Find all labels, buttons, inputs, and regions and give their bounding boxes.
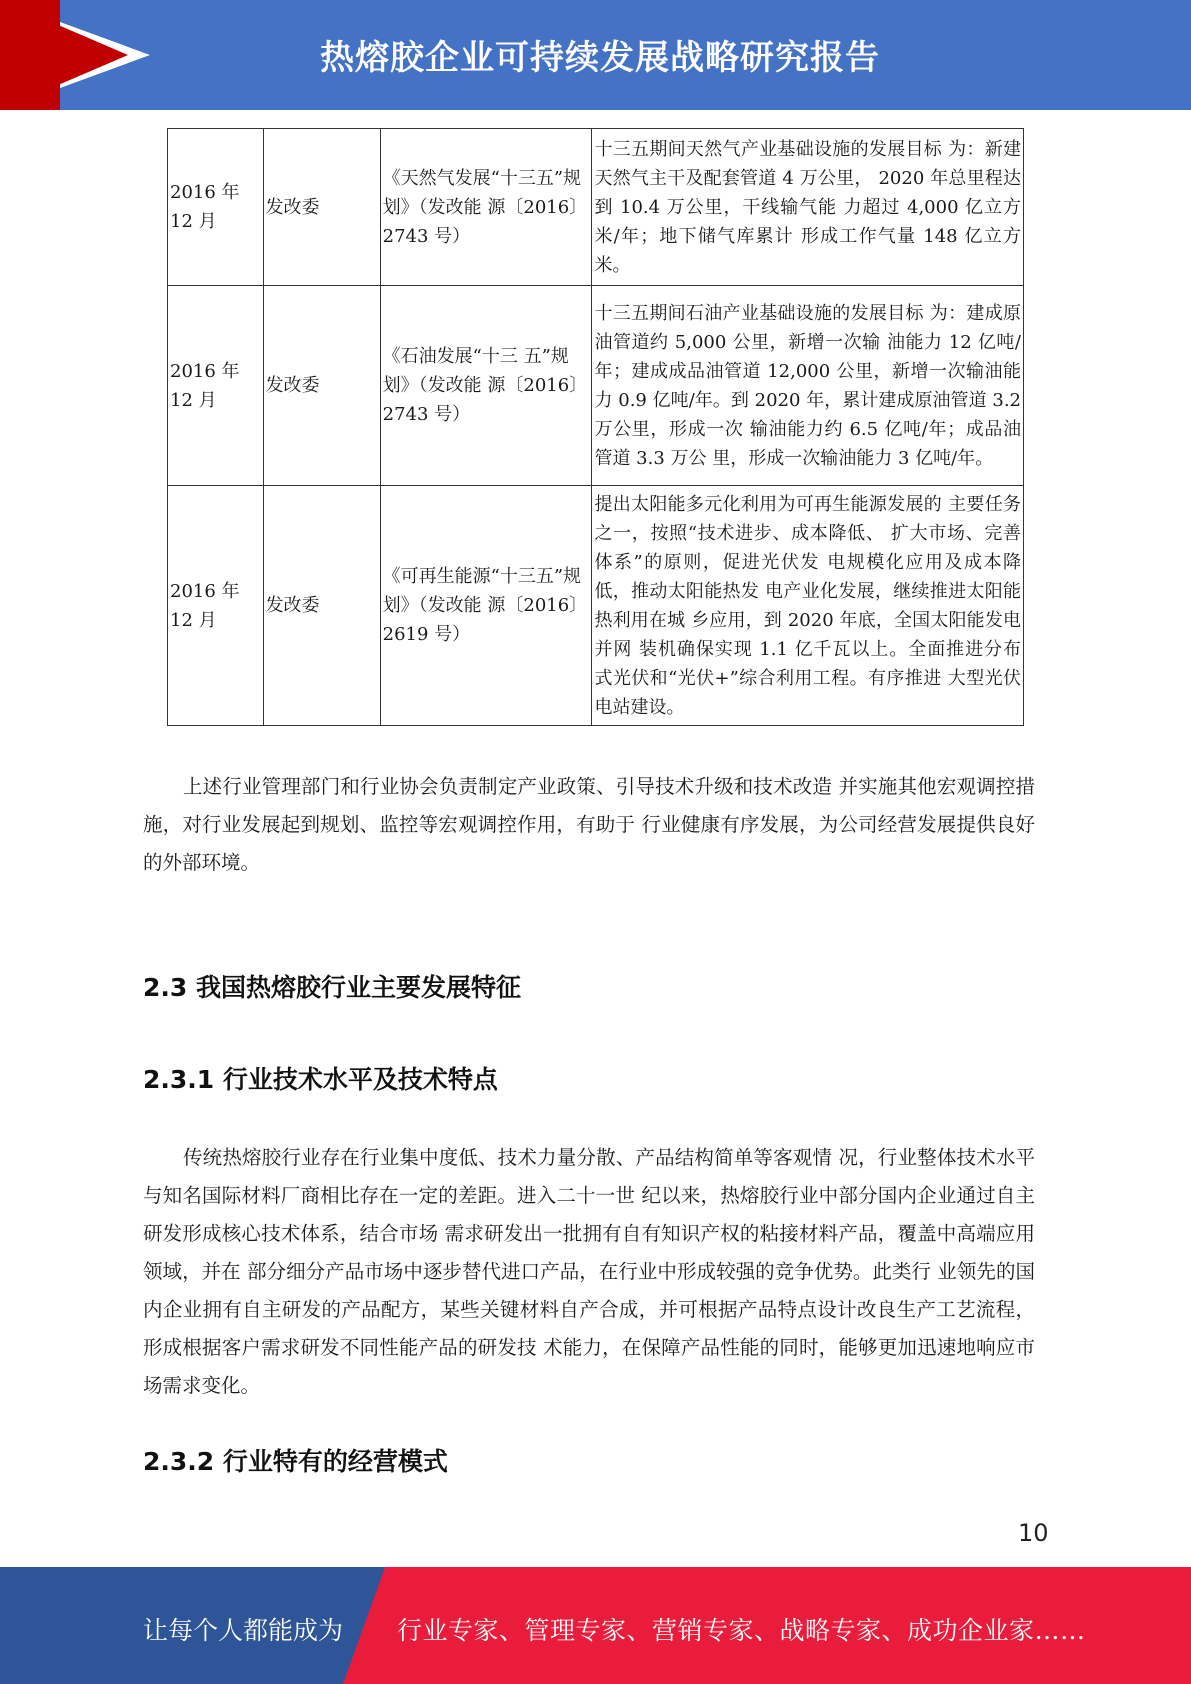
page-header xyxy=(0,0,1191,110)
table-cell-date: 2016 年 12 月 xyxy=(168,129,264,286)
section-heading-2-3-2: 2.3.2 行业特有的经营模式 xyxy=(143,1447,448,1476)
section-heading-2-3: 2.3 我国热熔胶行业主要发展特征 xyxy=(143,973,521,1002)
page-number: 10 xyxy=(1018,1519,1049,1547)
paragraph-regulation: 上述行业管理部门和行业协会负责制定产业政策、引导技术升级和技术改造 并实施其他宏观调控措施，对行业发展起到规划、监控等宏观调控作用，有助于 行业健康有序发展，为公司经营发展提供良好的外部环境。 xyxy=(143,775,1035,874)
table-cell-dept: 发改委 xyxy=(263,129,380,286)
section-heading-2-3-1: 2.3.1 行业技术水平及技术特点 xyxy=(143,1065,498,1094)
header-red-block xyxy=(0,0,60,110)
table-cell-content: 十三五期间石油产业基础设施的发展目标 为：建成原油管道约 5,000 公里，新增一次输 油能力 12 亿吨/年；建成成品油管道 12,000 公里，新增一次输油能力 0.9 亿吨/年。到 2020 年，累计建成原油管道 3.2 万公里，形成一次 输油能力约 6.5 亿吨/年；成品油管道 3.3 万公 里，形成一次输油能力 3 亿吨/年。 xyxy=(592,286,1024,486)
page-footer xyxy=(0,1567,1191,1684)
footer-slogan-left: 让每个人都能成为 xyxy=(143,1616,344,1645)
table-cell-date: 2016 年 12 月 xyxy=(168,486,264,726)
policy-table xyxy=(167,128,1024,726)
table-cell-date: 2016 年 12 月 xyxy=(168,286,264,486)
table-cell-dept: 发改委 xyxy=(263,286,380,486)
table-cell-dept: 发改委 xyxy=(263,486,380,726)
table-row xyxy=(168,129,1024,286)
paragraph-technology: 传统热熔胶行业存在行业集中度低、技术力量分散、产品结构简单等客观情 况，行业整体技术水平与知名国际材料厂商相比存在一定的差距。进入二十一世 纪以来，热熔胶行业中部分国内企业通过自主研发形成核心技术体系，结合市场 需求研发出一批拥有自有知识产权的粘接材料产品，覆盖中高端应用领域，并在 部分细分产品市场中逐步替代进口产品，在行业中形成较强的竞争优势。此类行 业领先的国内企业拥有自主研发的产品配方，某些关键材料自产合成，并可根据产品特点设计改良生产工艺流程，形成根据客户需求研发不同性能产品的研发技 术能力，在保障产品性能的同时，能够更加迅速地响应市场需求变化。 xyxy=(143,1146,1035,1397)
table-row xyxy=(168,286,1024,486)
table-row xyxy=(168,486,1024,726)
table-cell-doc: 《天然气发展“十三五”规划》（发改能 源〔2016〕 2743 号） xyxy=(380,129,592,286)
header-title: 热熔胶企业可持续发展战略研究报告 xyxy=(320,38,880,78)
table-cell-content: 十三五期间天然气产业基础设施的发展目标 为：新建天然气主干及配套管道 4 万公里， 2020 年总里程达到 10.4 万公里，干线输气能 力超过 4,000 亿立方米/年；地下储气库累计 形成工作气量 148 亿立方米。 xyxy=(592,129,1024,286)
table-cell-doc: 《石油发展“十三 五”规划》（发改能 源〔2016〕 2743 号） xyxy=(380,286,592,486)
table-cell-doc: 《可再生能源“十三五”规划》（发改能 源〔2016〕 2619 号） xyxy=(380,486,592,726)
footer-slogan-right: 行业专家、管理专家、营销专家、战略专家、成功企业家…… xyxy=(397,1616,1086,1645)
table-cell-content: 提出太阳能多元化利用为可再生能源发展的 主要任务之一，按照“技术进步、成本降低、 扩大市场、完善体系”的原则，促进光伏发 电规模化应用及成本降低，推动太阳能热发 电产业化发展，继续推进太阳能热利用在城 乡应用，到 2020 年底，全国太阳能发电并网 装机确保实现 1.1 亿千瓦以上。全面推进分布 式光伏和“光伏+”综合利用工程。有序推进 大型光伏电站建设。 xyxy=(592,486,1024,726)
